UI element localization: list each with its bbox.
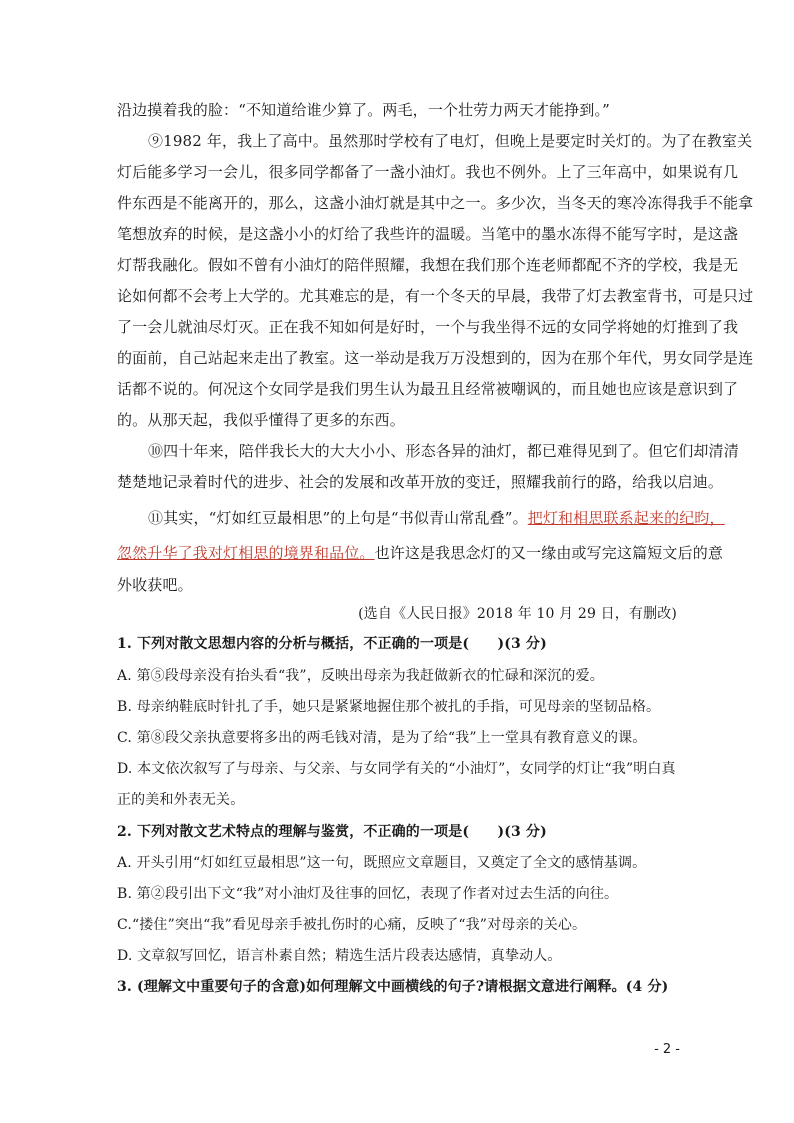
- question-option: C.“搂住”突出“我”看见母亲手被扎伤时的心痛，反映了“我”对母亲的关心。: [117, 917, 587, 933]
- text-line: 论如何都不会考上大学的。尤其难忘的是，有一个冬天的早晨，我带了灯去教室背书，可是只过: [117, 287, 754, 305]
- question-option: C. 第⑧段父亲执意要将多出的两毛钱对清，是为了给“我”上一堂具有教育意义的课。: [117, 730, 647, 746]
- text-line: 话都不说的。何况这个女同学是我们男生认为最丑且经常被嘲讽的，而且她也应该是意识到了: [117, 380, 739, 398]
- source-citation: (选自《人民日报》2018 年 10 月 29 日，有删改): [358, 606, 677, 622]
- text-line: 的面前，自己站起来走出了教室。这一举动是我万万没想到的，因为在那个年代，男女同学是连: [117, 349, 754, 367]
- text-line: 笔想放弃的时候，是这盏小小的灯给了我些许的温暖。当笔中的墨水冻得不能写字时，是这盏: [117, 225, 739, 243]
- text-line: 灯后能多学习一会儿，很多同学都备了一盏小油灯。我也不例外。上了三年高中，如果说有几: [117, 163, 739, 181]
- text-line: 沿边摸着我的脸：“不知道给谁少算了。两毛，一个壮劳力两天才能挣到。”: [117, 101, 610, 119]
- text-line: 了一会儿就油尽灯灭。正在我不知如何是好时，一个与我坐得不远的女同学将她的灯推到了我: [117, 318, 739, 336]
- question-option: D. 本文依次叙写了与母亲、与父亲、与女同学有关的“小油灯”，女同学的灯让“我”明白真: [117, 761, 676, 777]
- text-line: 楚楚地记录着时代的进步、社会的发展和改革开放的变迁，照耀我前行的路，给我以启迪。: [117, 473, 724, 491]
- question-option: B. 第②段引出下文“我”对小油灯及往事的回忆，表现了作者对过去生活的向往。: [117, 886, 619, 902]
- question-stem: 1. 下列对散文思想内容的分析与概括，不正确的一项是( )(3 分): [117, 636, 547, 652]
- underlined-sentence: 忽然升华了我对灯相思的境界和品位。: [117, 544, 375, 562]
- question-stem: 2. 下列对散文艺术特点的理解与鉴赏，不正确的一项是( )(3 分): [117, 824, 547, 840]
- underlined-sentence: 把灯和相思联系起来的纪昀，: [527, 509, 725, 527]
- question-option: 正的美和外表无关。: [117, 792, 245, 808]
- question-option: A. 第⑤段母亲没有抬头看“我”，反映出母亲为我赶做新衣的忙碌和深沉的爱。: [117, 668, 604, 684]
- question-stem: 3. (理解文中重要句子的含意)如何理解文中画横线的句子?请根据文意进行阐释。(4 分): [117, 979, 669, 995]
- question-option: B. 母亲纳鞋底时针扎了手，她只是紧紧地握住那个被扎的手指，可见母亲的坚韧品格。: [117, 699, 661, 715]
- text-line: ⑨1982 年，我上了高中。虽然那时学校有了电灯，但晚上是要定时关灯的。为了在教室关: [148, 132, 753, 150]
- text-line: ⑩四十年来，陪伴我长大的大大小小、形态各异的油灯，都已难得见到了。但它们却清清: [148, 442, 739, 460]
- plain-text: ⑪其实，“灯如红豆最相思”的上句是“书似青山常乱叠”。: [148, 509, 528, 527]
- text-line: 的。从那天起，我似乎懂得了更多的东西。: [117, 411, 405, 429]
- question-option: D. 文章叙写回忆，语言朴素自然；精选生活片段表达感情，真挚动人。: [117, 948, 562, 964]
- text-line: 灯帮我融化。假如不曾有小油灯的陪伴照耀，我想在我们那个连老师都配不齐的学校，我是无: [117, 256, 739, 274]
- text-line: [117, 543, 724, 563]
- plain-text: 也许这是我思念灯的又一缘由或写完这篇短文后的意: [374, 544, 724, 562]
- text-line: [148, 508, 725, 528]
- text-line: 件东西是不能离开的，那么，这盏小油灯就是其中之一。多少次，当冬天的寒冷冻得我手不能拿: [117, 194, 754, 212]
- question-option: A. 开头引用“灯如红豆最相思”这一句，既照应文章题目，又奠定了全文的感情基调。: [117, 855, 647, 871]
- page-number: - 2 -: [654, 1042, 680, 1057]
- text-line: 外收获吧。: [117, 576, 193, 594]
